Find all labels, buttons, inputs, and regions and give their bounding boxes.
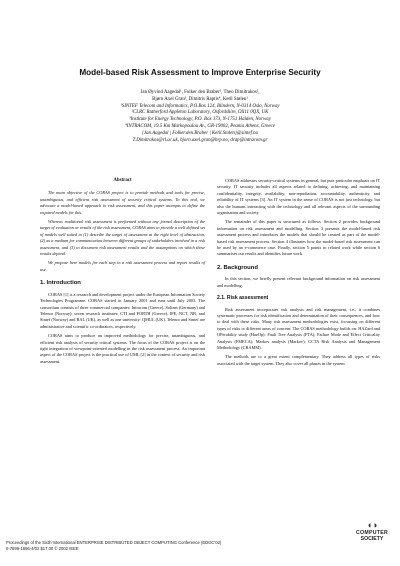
body-paragraph: CORAS addresses security-critical systems in general, but puts particular emphasis on IT security. IT security includes all aspects related to defining, achieving, and maintaining confidentiality, integrity, availability, non-repudiation, accountability, authenticity, and reliability of IT systems [3]. An IT system in the sense of CORAS is not just technology, but also the humans interacting with the technology and all relevant aspects of the surrounding organisation and society. (217, 178, 380, 216)
logo-word: COMPUTER (355, 530, 389, 536)
right-column (217, 178, 380, 370)
abstract-paragraph: The main objective of the CORAS project is to provide methods and tools for precise, unambiguous, and efficient risk assessment of security critical systems. To this end, we advocate a model-based approach to risk assessment, and this paper attempts to define the required models for this. (40, 190, 205, 215)
page-footer (6, 540, 221, 552)
body-paragraph: The methods are to a great extent complementary. They address all types of risks associated with the target system. They also cover all phases in the system (217, 354, 380, 366)
body-paragraph: CORAS aims to produce an improved methodology for precise, unambiguous, and efficient risk analysis of security critical systems. The focus of the CORAS project is on the tight integration of viewpoint-oriented modelling in the risk assessment process. An important aspect of the CORAS project is the practical use of UML [2] in the context of security and risk assessment. (40, 333, 205, 364)
abstract-paragraph: We propose here models for each step in a risk assessment process and report results of use. (40, 260, 205, 272)
body-paragraph: Risk assessment incorporates risk analysis and risk management, i.e., it combines systematic processes for risk identification and determination of their consequences, and how to deal with these risks. Many risk assessment methodologies exist, focussing on different types of risks or different areas of concern. The CORAS methodology builds on: HAZard and OPerability study (HazOp); Fault Tree Analysis (FTA); Failure Mode and Effect Criticality Analysis (FMECA); Markov analysis (Markov); CCTA Risk Analysis and Management Methodology (CRAMM). (217, 306, 380, 350)
author-line: Bjørn Axel Gran³, Dimitris Raptis⁴, Ketil Stølen¹ (152, 96, 248, 102)
abstract (40, 178, 205, 273)
logo-word: SOCIETY (360, 536, 384, 542)
body-paragraph: CORAS [1] is a research and development project under the European Information Society Technologies Programme. CORAS started in January 2001 and runs until July 2003. The consortium consists of three commercial companies: Intracom (Greece), Solinet (Germany) and Telenor (Norway); seven research institutes: CTI and FORTH (Greece), IFE, NCT, NR, and Sintef (Norway) and RAL (UK), as well as one university: QMUL (UK). Telenor and Sintef are administrative and scientific co-ordinators, respectively. (40, 291, 205, 329)
affiliation-line: ¹SINTEF Telecom and Informatics, P.O.Box 124, Blindern, N-0314 Oslo, Norway (120, 103, 280, 109)
computer-society-logo (350, 520, 394, 542)
affiliation-line: ²CLRC Rutherford Appleton Laboratory, Oxfordshire, OX11 0QX, UK (131, 110, 269, 116)
left-column (40, 178, 205, 368)
footer-isbn: 0-7695-1656-4/02 $17.00 © 2002 IEEE (6, 546, 79, 551)
author-block (40, 90, 360, 144)
subsection-heading-risk-assessment: 2.1. Risk assessment (217, 295, 269, 302)
affiliation-line: ³Institute for Energy Technology, P.O. Box 173, N-1751 Halden, Norway (129, 117, 271, 123)
body-paragraph: The remainder of this paper is structured as follows. Section 2 provides background information on risk assessment and modelling. Section 3 presents the model-based risk assessment process and introduces the models that should be created as part of the model-based risk assessment process. Section 4 illustrates how the model-based risk assessment can be used by an e-commerce case. Finally, section 5 points to related work while section 6 summarises our results and identifies future work. (217, 219, 380, 257)
section-heading-introduction: 1. Introduction (40, 280, 81, 287)
logo-mark-icon: ◐◑ (367, 520, 377, 530)
abstract-heading: Abstract (113, 178, 132, 183)
email-line: T.Dimitrakos@rl.ac.uk, bjorn.axel.gran@hrp.no, drap@intracom.gr (132, 137, 268, 143)
body-paragraph: In this section, we briefly present relevant background information on risk assessment and modelling. (217, 276, 380, 288)
email-line: {Jan.Aagedal | Folker.den.Braber | Ketil.Stolen}@sintef.no (141, 130, 259, 136)
abstract-paragraph: Whereas traditional risk assessment is performed without any formal description of the target of evaluation or results of the risk assessment, CORAS aims to provide a well defined set of models well suited to (1) describe the target of assessment at the right level of abstraction, (2) as a medium for communication between different groups of stakeholders involved in a risk assessment, and (3) to document risk assessment results and the assumptions on which these results depend. (40, 219, 205, 257)
affiliation-line: ⁴INTRACOM, 19.5 Km Markopoulou Av., GR-19002, Peania Athens, Greece (125, 123, 275, 129)
section-heading-background: 2. Background (217, 264, 258, 271)
footer-proceedings: Proceedings of the Sixth International ENTERPRISE DISTRIBUTED OBJECT COMPUTING Conference (EDOC'02) (6, 540, 222, 545)
author-line: Jan Øyvind Aagedal¹, Folker den Braber¹, Theo Dimitrakos², (140, 90, 260, 95)
paper-title: Model-based Risk Assessment to Improve Enterprise Security (79, 68, 321, 77)
